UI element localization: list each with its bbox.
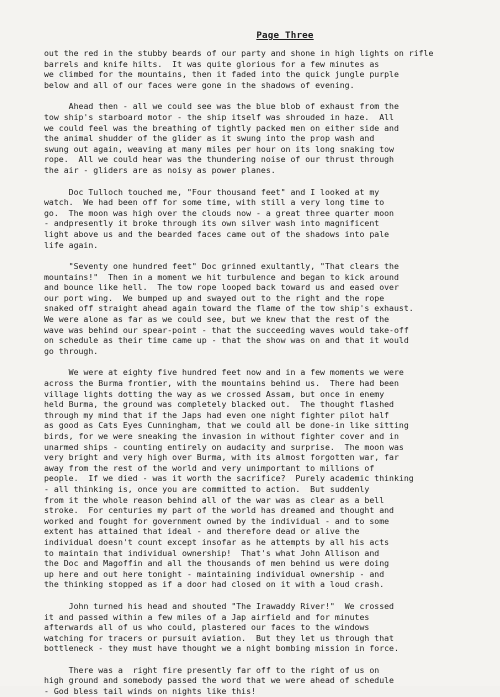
- paragraph-5: We were at eighty five hundred feet now and in a few moments we were across the Burma frontier, with the mountains behind us. There had been village lights dotting the way as we crossed Assam, but once in enemy held Burma, the ground was completely blacked out. The thought flashed through my mind that if the Japs had even one night fighter pilot half as good as Cats Eyes Cunningham, that we could all be done-in like sitting birds, for we were sneaking the invasion in without fighter cover and in unarmed ships - counting entirely on audacity and surprise. The moon was very bright and very high over Burma, with its almost forgotten war, far away from the rest of the world and very unimportant to millions of people. If we died - was it worth the sacrifice? Purely academic thinking - all thinking is, once you are committed to action. But suddenly from it the whole reason behind all of the war was as clear as a bell stroke. For centuries my part of the world has dreamed and thought and worked and fought for government owned by the individual - and to some extent has attained that ideal - and therefore dead or alive the individual doesn't count except insofar as he attempts by all his acts to maintain that individual ownership! That's what John Allison and the Doc and Magoffin and all the thousands of men behind us were doing up here and out here tonight - maintaining individual ownership - and the thinking stopped as if a door had closed on it with a loud crash.: [44, 367, 414, 590]
- paragraph-7: There was a right fire presently far off to the right of us on high ground and somebody passed the word that we were ahead of schedule - God bless tail winds on nights like this!: [44, 664, 394, 697]
- paragraph-6: John turned his head and shouted "The Irawaddy River!" We crossed it and passed within a few miles of a Jap airfield and for minutes afterwards all of us who could, plastered our faces to the windows watching for tracers or pursuit aviation. But they let us through that bottleneck - they must have thought we a night bombing mission in force.: [44, 600, 399, 654]
- page-header: Page Three: [256, 30, 314, 41]
- paragraph-3: Doc Tulloch touched me, "Four thousand feet" and I looked at my watch. We had been off for some time, with still a very long time to go. The moon was high over the clouds now - a great three quarter moon - andpresently it broke through its own silver wash into magnificent light above us and the bearded faces came out of the shadows into pale life again.: [44, 186, 394, 250]
- paragraph-1: out the red in the stubby beards of our party and shone in high lights on rifle barrels and knife hilts. It was quite glorious for a few minutes as we climbed for the mountains, then it faded into the quick jungle purple below and all of our faces were gone in the shadows of evening.: [44, 48, 434, 90]
- paragraph-2: Ahead then - all we could see was the blue blob of exhaust from the tow ship's starboard motor - the ship itself was shrouded in haze. All we could feel was the breathing of tightly packed men on either side and the animal shudder of the glider as it swung into the prop wash and swung out again, weaving at many miles per hour on its long snaking tow rope. All we could hear was the thundering noise of our thrust through the air - gliders are as noisy as power planes.: [44, 101, 399, 175]
- paragraph-4: "Seventy one hundred feet" Doc grinned exultantly, "That clears the mountains!" Then in a moment we hit turbulence and began to kick around and bounce like hell. The tow rope looped back toward us and eased over our port wing. We bumped up and swayed out to the right and the rope snaked off straight ahead again toward the flame of the tow ship's exhaust. We were alone as far as we could see, but we knew that the rest of the wave was behind our spear-point - that the succeeding waves would take-off on schedule as their time came up - that the show was on and that it would go through.: [44, 261, 414, 356]
